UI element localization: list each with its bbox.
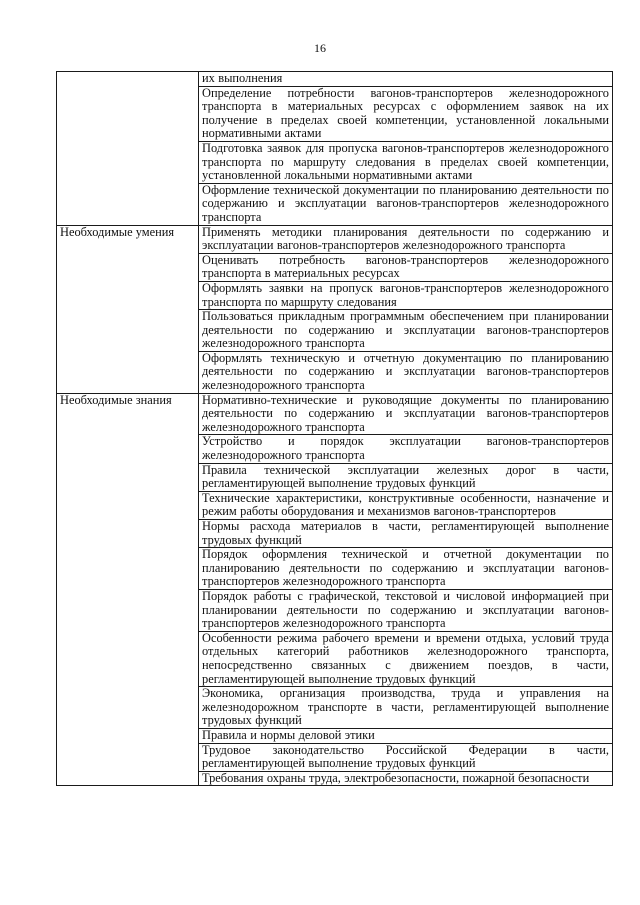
table-cell: Правила технической эксплуатации железных дорог в части, регламентирующей выполнение трудовых функций (199, 463, 613, 491)
table-cell: Особенности режима рабочего времени и времени отдыха, условий труда отдельных категорий работников железнодорожного транспорта, непосредственно связанных с движением поездов, в части, регламентирующей выполнение трудовых функций (199, 631, 613, 686)
table-row (57, 72, 613, 87)
table-cell: Трудовое законодательство Российской Федерации в части, регламентирующей выполнение трудовых функций (199, 743, 613, 771)
table-cell: Нормы расхода материалов в части, регламентирующей выполнение трудовых функций (199, 520, 613, 548)
section-label-continuation (57, 72, 199, 226)
table-cell: Порядок работы с графической, текстовой и числовой информацией при планировании деятельности по содержанию и эксплуатации вагонов-транспортеров железнодорожного транспорта (199, 589, 613, 631)
table-cell: Устройство и порядок эксплуатации вагонов-транспортеров железнодорожного транспорта (199, 435, 613, 463)
table-cell: Порядок оформления технической и отчетной документации по планированию деятельности по содержанию и эксплуатации вагонов-транспортеров железнодорожного транспорта (199, 548, 613, 590)
page-number: 16 (314, 41, 326, 55)
table-cell: Оформлять техническую и отчетную документацию по планированию деятельности по содержанию и эксплуатации вагонов-транспортеров железнодорожного транспорта (199, 351, 613, 393)
section-label-skills: Необходимые умения (57, 225, 199, 393)
table-cell: их выполнения (199, 72, 613, 87)
table-cell: Пользоваться прикладным программным обеспечением при планировании деятельности по содержанию и эксплуатации вагонов-транспортеров железнодорожного транспорта (199, 310, 613, 352)
table-cell: Подготовка заявок для пропуска вагонов-транспортеров железнодорожного транспорта по маршруту следования в пределах своей компетенции, установленной локальными нормативными актами (199, 141, 613, 183)
labor-function-table (56, 71, 613, 786)
section-label-knowledge: Необходимые знания (57, 393, 199, 786)
table-cell: Технические характеристики, конструктивные особенности, назначение и режим работы оборудования и механизмов вагонов-транспортеров (199, 491, 613, 519)
table-cell: Оформлять заявки на пропуск вагонов-транспортеров железнодорожного транспорта по маршруту следования (199, 281, 613, 309)
table-cell: Применять методики планирования деятельности по содержанию и эксплуатации вагонов-транспортеров железнодорожного транспорта (199, 225, 613, 253)
table-cell: Определение потребности вагонов-транспортеров железнодорожного транспорта в материальных ресурсах с оформлением заявок на их получение в пределах своей компетенции, установленной локальными нормативными актами (199, 86, 613, 141)
table-cell: Нормативно-технические и руководящие документы по планированию деятельности по содержанию и эксплуатации вагонов-транспортеров железнодорожного транспорта (199, 393, 613, 435)
table-row (57, 225, 613, 253)
table-cell: Требования охраны труда, электробезопасности, пожарной безопасности (199, 771, 613, 786)
table-cell: Оценивать потребность вагонов-транспортеров железнодорожного транспорта в материальных ресурсах (199, 253, 613, 281)
table-row (57, 393, 613, 435)
table-cell: Экономика, организация производства, труда и управления на железнодорожном транспорте в части, регламентирующей выполнение трудовых функций (199, 687, 613, 729)
table-cell: Оформление технической документации по планированию деятельности по содержанию и эксплуатации вагонов-транспортеров железнодорожного транспорта (199, 183, 613, 225)
table-cell: Правила и нормы деловой этики (199, 728, 613, 743)
